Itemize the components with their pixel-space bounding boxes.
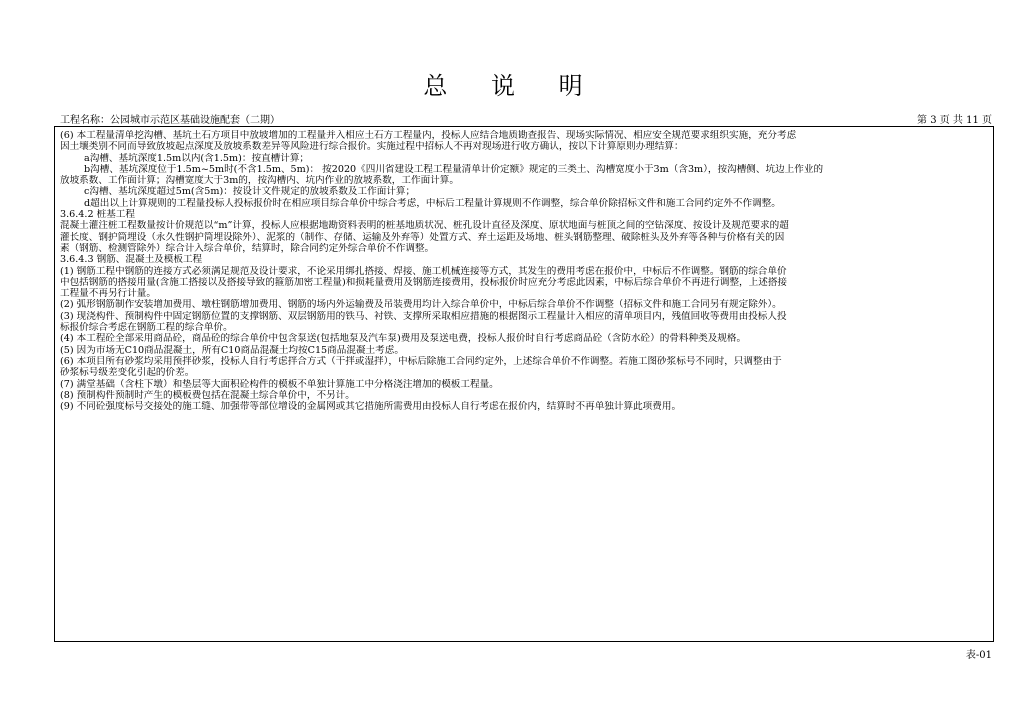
content-body: [55, 127, 993, 641]
page-info: 第 3 页 共 11 页: [917, 115, 992, 126]
text-line: (3) 现浇构件、预制构件中固定钢筋位置的支撑钢筋、双层钢筋用的铁马、衬铁、支撑所采取相应措施的根据图示工程量计入相应的清单项目内，残值回收等费用由投标人投: [60, 310, 787, 322]
text-line: 工程量不再另行计量。: [60, 288, 156, 300]
project-name: 工程名称：公园城市示范区基础设施配套（二期）: [60, 115, 280, 126]
text-line: 中包括钢筋的搭接用量(含施工搭接以及搭接导致的箍筋加密工程量)和损耗量费用及钢筋连接费用，投标报价时应充分考虑此因素，中标后综合单价不再进行调整，上述搭接: [60, 276, 788, 288]
text-line: (1) 钢筋工程中钢筋的连接方式必须满足规范及设计要求，不论采用绑扎搭接、焊接、施工机械连接等方式，其发生的费用考虑在报价中，中标后不作调整。钢筋的综合单价: [60, 265, 787, 277]
text-line: 标报价综合考虑在钢筋工程的综合单价。: [60, 322, 233, 334]
text-line: b沟槽、基坑深度位于1.5m~5m时(不含1.5m、5m)： 按2020《四川省建设工程工程量清单计价定额》规定的三类土、沟槽宽度小于3m（含3m），按沟槽侧、坑边上作业的: [84, 163, 824, 175]
text-line: (2) 弧形钢筋制作安装增加费用、墩柱钢筋增加费用、钢筋的场内外运输费及吊装费用均计入综合单价中，中标后综合单价不作调整（招标文件和施工合同另有规定除外）。: [60, 299, 782, 311]
text-line: 素（钢筋、检测管除外）综合计入综合单价，结算时，除合同约定外综合单价不作调整。: [60, 242, 435, 254]
text-line: 砂浆标号级差变化引起的价差。: [60, 367, 195, 379]
table-code: 表-01: [965, 650, 992, 661]
text-line: (9) 不同砼强度标号交接处的施工缝、加强带等部位增设的金属网或其它措施所需费用由投标人自行考虑在报价内，结算时不再单独计算此项费用。: [60, 401, 682, 413]
content-frame: [54, 126, 994, 642]
text-line: (6) 本工程量清单挖沟槽、基坑土石方项目中放坡增加的工程量并入相应土石方工程量内，投标人应结合地质勘查报告、现场实际情况、相应安全规范要求组织实施，充分考虑: [60, 130, 797, 141]
text-line: d超出以上计算规则的工程量投标人投标报价时在相应项目综合单价中综合考虑，中标后工程量计算规则不作调整，综合单价除招标文件和施工合同约定外不作调整。: [84, 197, 781, 209]
text-line: (6) 本项目所有砂浆均采用预拌砂浆，投标人自行考虑拌合方式（干拌或湿拌），中标后除施工合同约定外，上述综合单价不作调整。若施工图砂浆标号不同时，只调整由于: [60, 355, 782, 367]
text-line: (8) 预制构件预制时产生的模板费包括在混凝土综合单价中，不另计。: [60, 389, 355, 401]
text-line: 灌长度、钢护筒埋设（永久性钢护筒埋设除外）、泥浆的（制作、存储、运输及外弃等）处置方式、弃土运距及场地、桩头钢筋整理、破除桩头及外弃等各种与价格有关的因: [60, 231, 785, 243]
text-line: (4) 本工程砼全部采用商品砼，商品砼的综合单价中包含泵送(包括地泵及汽车泵)费用及泵送电费，投标人报价时自行考虑商品砼（含防水砼）的骨料种类及规格。: [60, 333, 747, 345]
text-line: (7) 满堂基础（含柱下墩）和垫层等大面积砼构件的模板不单独计算施工中分格浇注增加的模板工程量。: [60, 378, 499, 390]
text-line: 混凝土灌注桩工程数量按计价规范以“m”计算，投标人应根据地勘资料表明的桩基地质状况、桩孔设计直径及深度、原状地面与桩顶之间的空钻深度、按设计及规范要求的超: [60, 220, 789, 232]
text-line: a沟槽、基坑深度1.5m以内(含1.5m)：按直槽计算；: [84, 152, 310, 164]
text-line: 因土壤类别不同而导致放坡起点深度及放坡系数差异等风险进行综合报价。实施过程中招标人不再对现场进行收方确认，按以下计算原则办理结算：: [60, 141, 684, 153]
section-heading: 3.6.4.2 桩基工程: [60, 209, 135, 221]
text-line: c沟槽、基坑深度超过5m(含5m)：按设计文件规定的放坡系数及工作面计算；: [84, 186, 416, 198]
text-line: 放坡系数、工作面计算；沟槽宽度大于3m的，按沟槽内、坑内作业的放坡系数，工作面计算。: [60, 175, 459, 187]
text-line: (5) 因为市场无C10商品混凝土，所有C10商品混凝土均按C15商品混凝土考虑。: [60, 344, 404, 356]
section-heading: 3.6.4.3 钢筋、混凝土及模板工程: [60, 254, 203, 266]
page-title: 总 说 明: [423, 72, 601, 100]
